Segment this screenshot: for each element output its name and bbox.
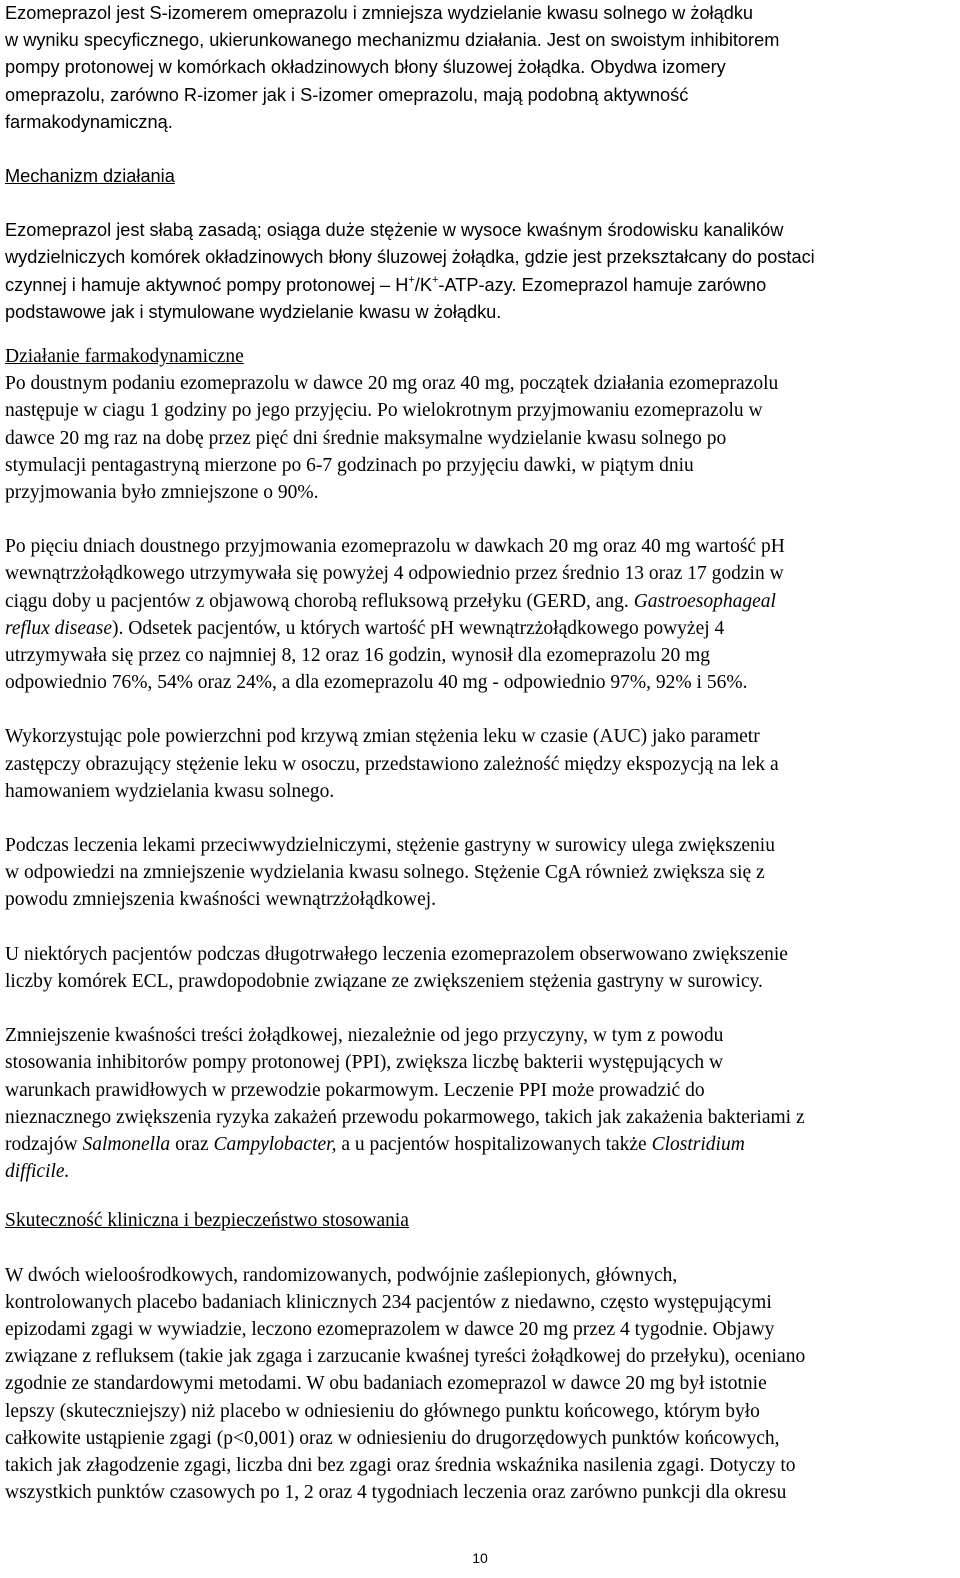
text-line: Ezomeprazol jest słabą zasadą; osiąga duże stężenie w wysoce kwaśnym środowisku kanalików [5,220,784,241]
text-line: przyjmowania było zmniejszone o 90%. [5,482,319,504]
auc-paragraph [5,723,955,805]
text-span: -ATP-azy. Ezomeprazol hamuje zarówno [438,274,767,295]
text-line: farmakodynamiczną. [5,111,173,132]
gastrin-paragraph [5,832,955,914]
text-line [5,615,955,642]
ecl-paragraph [5,941,955,995]
text-line: powodu zmniejszenia kwaśności wewnątrzżołądkowej. [5,889,437,911]
text-line: W dwóch wieloośrodkowych, randomizowanych, podwójnie zaślepionych, głównych, [5,1264,678,1286]
text-span: rodzajów [5,1133,83,1155]
text-span: ciągu doby u pacjentów z objawową chorobą refluksową przełyku (GERD, ang. [5,590,634,612]
text-line: kontrolowanych placebo badaniach klinicznych 234 pacjentów z niedawno, często występującymi [5,1291,772,1313]
text-line: w odpowiedzi na zmniejszenie wydzielania kwasu solnego. Stężenie CgA również zwiększa się z [5,862,765,884]
text-line: omeprazolu, zarówno R-izomer jak i S-izomer omeprazolu, mają podobną aktywność [5,84,689,105]
text-line: warunkach prawidłowych w przewodzie pokarmowym. Leczenie PPI może prowadzić do [5,1079,705,1101]
text-line: U niektórych pacjentów podczas długotrwałego leczenia ezomeprazolem obserwowano zwiększenie [5,943,788,965]
italic-term: Gastroesophageal [633,590,776,612]
text-line: podstawowe jak i stymulowane wydzielanie kwasu w żołądku. [5,301,502,322]
text-line: hamowaniem wydzielania kwasu solnego. [5,780,335,802]
section-heading: Skuteczność kliniczna i bezpieczeństwo stosowania [5,1210,409,1232]
document-page [5,0,955,1506]
text-span: ). Odsetek pacjentów, u których wartość pH wewnątrzżołądkowego powyżej 4 [112,617,725,639]
text-line [5,588,955,615]
italic-term: Clostridium [651,1133,745,1155]
text-line [5,272,955,299]
superscript: + [431,273,439,286]
text-line: liczby komórek ECL, prawdopodobnie związane ze zwiększeniem stężenia gastryny w surowicy. [5,970,763,992]
text-line: utrzymywała się przez co najmniej 8, 12 oraz 16 godzin, wynosił dla ezomeprazolu 20 mg [5,645,711,667]
text-line: Zmniejszenie kwaśności treści żołądkowej, niezależnie od jego przyczyny, w tym z powodu [5,1025,724,1047]
text-line: w wyniku specyficznego, ukierunkowanego mechanizmu działania. Jest on swoistym inhibitorem [5,30,780,51]
ph-paragraph [5,533,955,696]
text-line: wszystkich punktów czasowych po 1, 2 oraz 4 tygodniach leczenia oraz zarówno punkcji dla okresu [5,1482,787,1504]
text-span: oraz [170,1133,214,1155]
text-line: Podczas leczenia lekami przeciwwydzielniczymi, stężenie gastryny w surowicy ulega zwiększeniu [5,835,775,857]
section-heading: Mechanizm działania [5,166,175,187]
text-line: stosowania inhibitorów pompy protonowej (PPI), zwiększa liczbę bakterii występujących w [5,1052,724,1074]
text-line: dawce 20 mg raz na dobę przez pięć dni średnie maksymalne wydzielanie kwasu solnego po [5,427,727,449]
text-line: Po pięciu dniach doustnego przyjmowania ezomeprazolu w dawkach 20 mg oraz 40 mg wartość pH [5,536,785,558]
mechanism-section [5,163,955,326]
text-span: czynnej i hamuje aktywnoć pompy protonowej – H [5,274,409,295]
intro-paragraph [5,0,955,136]
page-number: 10 [472,1550,488,1566]
text-line: lepszy (skuteczniejszy) niż placebo w odniesieniu do głównego punktu końcowego, którym było [5,1400,760,1422]
italic-term: Salmonella [82,1133,171,1155]
text-line: zastępczy obrazujący stężenie leku w osoczu, przedstawiono zależność między ekspozycją na lek a [5,753,779,775]
superscript: + [408,273,415,286]
text-line: odpowiednio 76%, 54% oraz 24%, a dla ezomeprazolu 40 mg - odpowiednio 97%, 92% i 56%. [5,672,748,694]
text-line: Ezomeprazol jest S-izomerem omeprazolu i zmniejsza wydzielanie kwasu solnego w żołądku [5,3,754,23]
italic-term: Campylobacter, [213,1133,337,1155]
text-line: następuje w ciagu 1 godziny po jego przyjęciu. Po wielokrotnym przyjmowaniu ezomeprazolu w [5,400,763,422]
section-heading: Działanie farmakodynamiczne [5,346,244,368]
efficacy-section [5,1207,955,1506]
bacteria-paragraph [5,1022,955,1185]
text-line: Wykorzystując pole powierzchni pod krzywą zmian stężenia leku w czasie (AUC) jako parametr [5,726,760,748]
text-line [5,1131,955,1158]
text-span: /K [414,274,432,295]
text-span: a u pacjentów hospitalizowanych także [336,1133,652,1155]
text-line [5,1158,955,1185]
text-line: wewnątrzżołądkowego utrzymywała się powyżej 4 odpowiednio przez średnio 13 oraz 17 godzin w [5,563,784,585]
text-line: pompy protonowej w komórkach okładzinowych błony śluzowej żołądka. Obydwa izomery [5,57,726,78]
text-line: takich jak złagodzenie zgagi, liczba dni bez zgagi oraz średnia wskaźnika nasilenia zgagi. Dotyczy to [5,1454,796,1476]
pharmacodynamic-section [5,343,955,506]
text-line: stymulacji pentagastryną mierzone po 6-7 godzinach po przyjęciu dawki, w piątym dniu [5,454,694,476]
text-line: wydzielniczych komórek okładzinowych błony śluzowej żołądka, gdzie jest przekształcany do postaci [5,247,815,268]
text-line: epizodami zgagi w wywiadzie, leczono ezomeprazolem w dawce 20 mg przez 4 tygodnie. Objawy [5,1318,775,1340]
italic-term: difficile. [5,1161,70,1183]
text-line: całkowite ustąpienie zgagi (p<0,001) oraz w odniesieniu do drugorzędowych punktów końcowych, [5,1427,780,1449]
text-line: nieznacznego zwiększenia ryzyka zakażeń przewodu pokarmowego, takich jak zakażenia bakteriami z [5,1106,805,1128]
italic-term: reflux disease [5,617,113,639]
text-line: Po doustnym podaniu ezomeprazolu w dawce 20 mg oraz 40 mg, początek działania ezomeprazolu [5,373,779,395]
text-line: zgodnie ze standardowymi metodami. W obu badaniach ezomeprazol w dawce 20 mg był istotnie [5,1373,767,1395]
text-line: związane z refluksem (takie jak zgaga i zarzucanie kwaśnej tyreści żołądkowej do przełyku), oceniano [5,1346,806,1368]
